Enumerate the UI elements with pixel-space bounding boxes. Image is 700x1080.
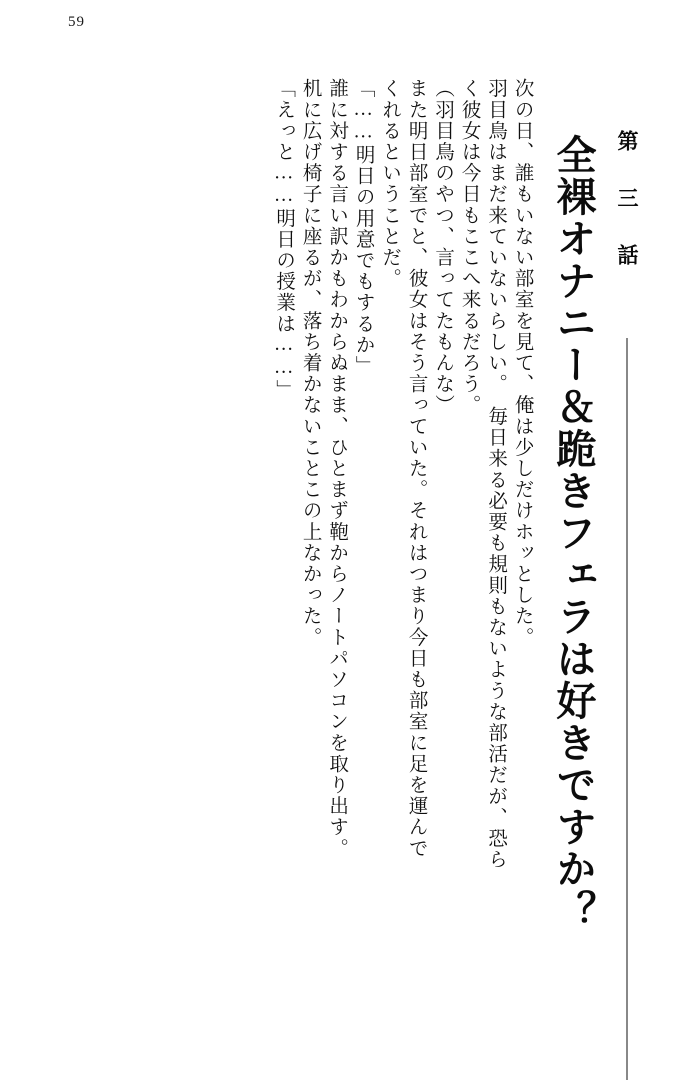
page-number: 59 [68,14,85,30]
vertical-text-block [30,78,656,1010]
body-column: 机に広げ椅子に座るが、落ち着かないことこの上なかった。 [299,78,321,648]
chapter-title: 全裸オナニー＆跪きフェラは好きですか？ [550,134,596,932]
body-column: くれるということだ。 [379,78,401,289]
column-gap [532,78,542,88]
body-column: 「えっと……明日の授業は……」 [273,78,295,401]
body-column: 羽目鳥はまだ来ていないらしい。 毎日来る必要も規則もないような部活だが、恐ら [485,78,507,871]
body-column: く彼女は今日もここへ来るだろう。 [458,78,480,416]
chapter-label: 第 三 話 [612,78,642,320]
body-column: （羽目鳥のやつ、言ってたもんな） [432,78,454,416]
body-column: また明日部室でと、彼女はそう言っていた。それはつまり今日も部室に足を運んで [405,78,427,859]
body-column: 次の日、誰もいない部室を見て、俺は少しだけホッとした。 [511,78,533,648]
body-column: 「……明日の用意でもするか」 [352,78,374,377]
body-column: 誰に対する言い訳かもわからぬまま、ひとまず鞄からノートパソコンを取り出す。 [326,78,348,859]
